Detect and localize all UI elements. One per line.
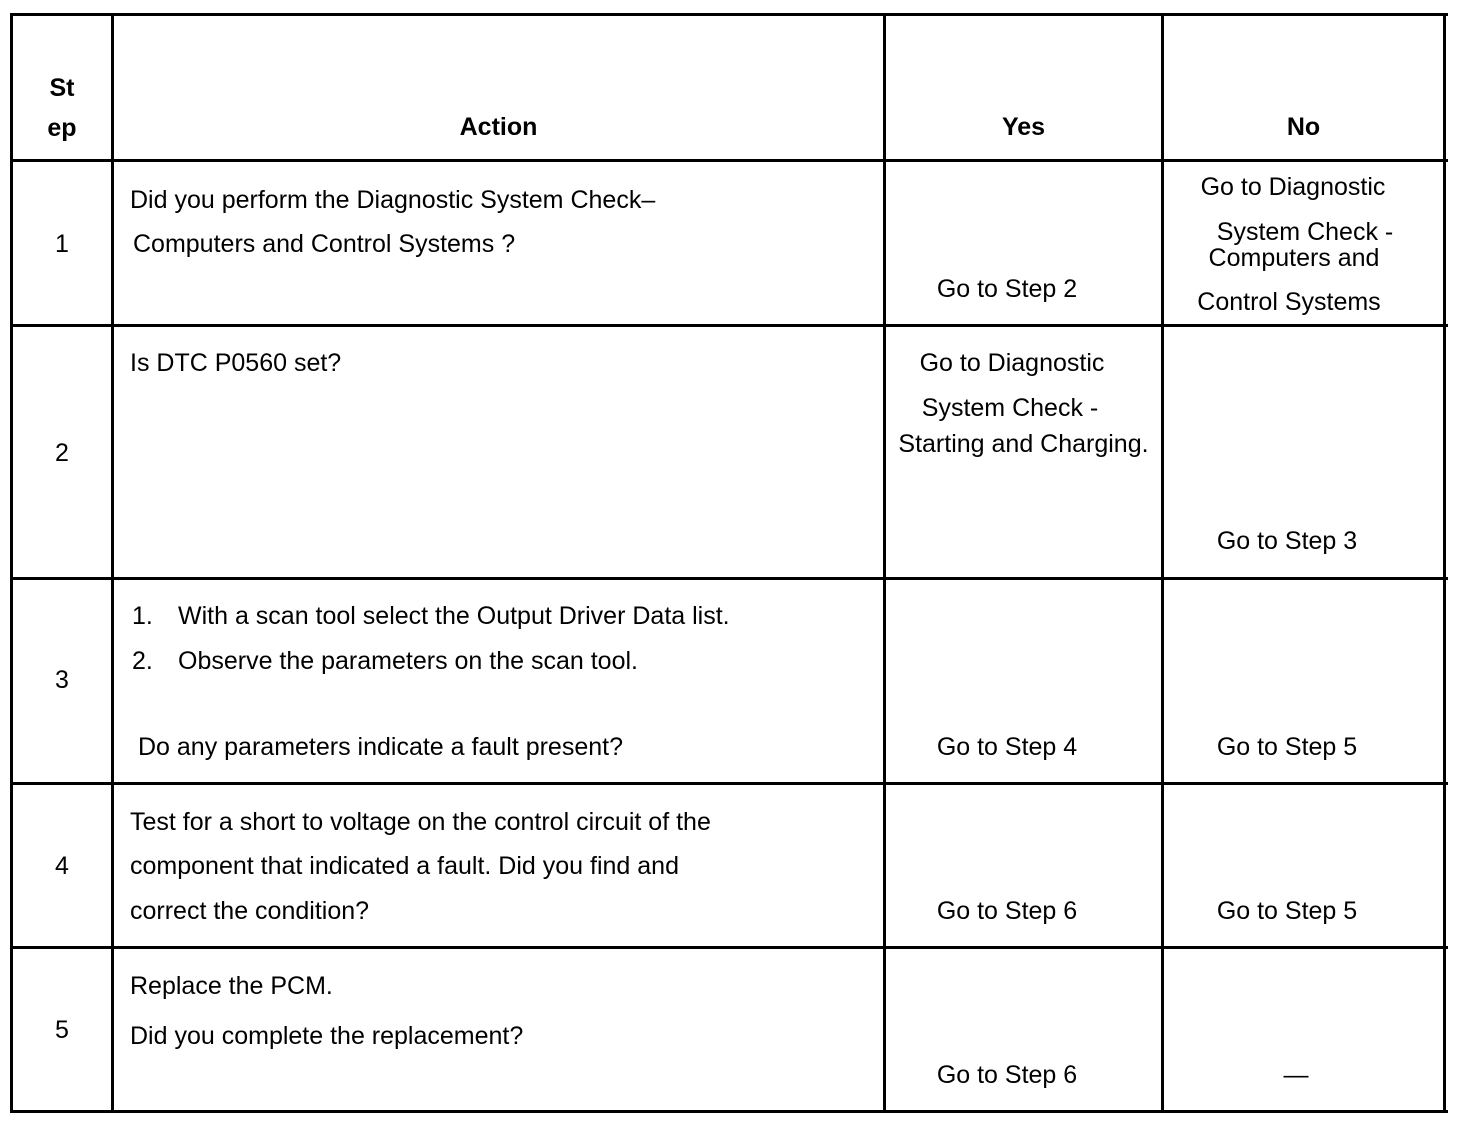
step-number: 4 — [55, 852, 69, 880]
action-question: Do any parameters indicate a fault present? — [138, 733, 623, 761]
yes-text: Go to Step 6 — [936, 897, 1078, 925]
action-text: Is DTC P0560 set? — [130, 349, 342, 377]
no-text: Go to Step 3 — [1216, 527, 1358, 555]
header-no: No — [1286, 113, 1321, 141]
action-text: Did you complete the replacement? — [130, 1022, 524, 1050]
action-text: correct the condition? — [130, 897, 370, 925]
table-border-bottom — [10, 1110, 1448, 1113]
step-number: 3 — [55, 666, 69, 694]
row-divider-header — [10, 159, 1448, 162]
header-yes: Yes — [1001, 113, 1046, 141]
row-divider-1 — [10, 324, 1448, 327]
action-text: component that indicated a fault. Did you find and — [130, 852, 679, 880]
action-text: Test for a short to voltage on the control circuit of the — [130, 808, 711, 836]
header-step-line1: St — [49, 74, 75, 102]
list-item-text: With a scan tool select the Output Driver Data list. — [178, 602, 730, 630]
step-number: 1 — [55, 230, 69, 258]
action-text: Computers and Control Systems ? — [133, 230, 516, 258]
step-number: 5 — [55, 1016, 69, 1044]
table-border-top — [10, 13, 1448, 16]
no-text: Computers and — [1208, 244, 1380, 272]
yes-text: Go to Step 4 — [936, 733, 1078, 761]
yes-text: Go to Diagnostic — [919, 349, 1105, 377]
no-text: Go to Diagnostic — [1200, 173, 1386, 201]
list-item-text: Observe the parameters on the scan tool. — [178, 647, 638, 675]
step-number: 2 — [55, 439, 69, 467]
diagnostic-table — [10, 13, 1448, 1113]
yes-text: Starting and Charging. — [898, 430, 1149, 458]
list-item-number: 1. — [132, 602, 153, 630]
no-text: Control Systems — [1197, 288, 1381, 316]
yes-text: Go to Step 2 — [936, 275, 1078, 303]
header-step-line2: ep — [47, 114, 77, 142]
action-text: Replace the PCM. — [130, 972, 333, 1000]
list-item-number: 2. — [132, 647, 153, 675]
row-divider-3 — [10, 782, 1448, 785]
no-text: System Check - — [1216, 218, 1394, 246]
no-text: — — [1283, 1061, 1309, 1089]
action-text: Did you perform the Diagnostic System Check– — [130, 186, 656, 214]
header-action: Action — [459, 113, 538, 141]
no-text: Go to Step 5 — [1216, 733, 1358, 761]
no-text: Go to Step 5 — [1216, 897, 1358, 925]
row-divider-4 — [10, 946, 1448, 949]
yes-text: System Check - — [921, 394, 1099, 422]
row-divider-2 — [10, 577, 1448, 580]
yes-text: Go to Step 6 — [936, 1061, 1078, 1089]
